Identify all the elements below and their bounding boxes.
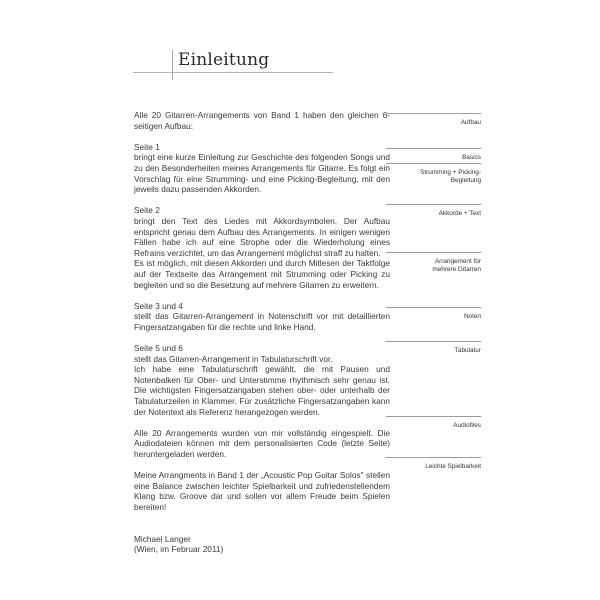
margin-note-label: Begleitung: [450, 177, 481, 184]
paragraph-line: bringt den Text des Liedes mit Akkordsymbolen. Der Aufbau entspricht genau dem Aufbau des Arrangements. In einigen wenigen Fällen habe ich auf eine Strophe oder die Wiederholung eines Refrains verzichtet, um das Arrangement möglichst straff zu halten.: [134, 215, 390, 258]
margin-note-label: Basics: [462, 154, 481, 161]
margin-note-audiofiles: [386, 416, 481, 430]
paragraph-line: Es ist möglich, mit diesen Akkorden und durch Mitlesen der Taktfolge auf der Textseite das Arrangement mit Strumming oder Picking zu begleiten und so die Besetzung auf mehrere Gitarren zu erweitern.: [134, 258, 390, 290]
paragraph-line: Alle 20 Arrangements wurden von mir vollständig eingespielt. Die Audiodateien können mit dem personalisierten Code (letzte Seite) heruntergeladen werden.: [134, 427, 390, 459]
margin-note-label: Audiofiles: [453, 422, 481, 429]
paragraph-audio: [134, 428, 390, 460]
margin-note-label: mehrere Gitarren: [432, 266, 481, 273]
margin-note-label: Noten: [463, 313, 481, 320]
margin-note-akkorde-text: [386, 204, 481, 218]
margin-note-tabulatur: [386, 341, 481, 355]
paragraph-heading: Seite 3 und 4: [134, 300, 183, 311]
paragraph-heading: Seite 2: [134, 205, 160, 216]
paragraph-line: Alle 20 Gitarren-Arrangements von Band 1 haben den gleichen 6-seitigen Aufbau:: [134, 110, 390, 131]
margin-note-basics: [386, 148, 481, 162]
body-text: [134, 110, 390, 565]
paragraph-seite-5-6: [134, 343, 390, 417]
paragraph-line: Ich habe eine Tabulaturschrift gewählt, die mit Pausen und Notenbalken für Ober- und Unterstimme rhythmisch sehr genau ist. Die wichtigsten Fingersatzangaben stehen ober- oder unterhalb der Tabulaturzeilen in Klammer. Für zusätzliche Fingersatzangaben kann der Notentext als Referenz herangezogen werden.: [134, 364, 390, 417]
margin-note-strumming-picking: [386, 163, 481, 185]
title-vertical-rule: [172, 50, 173, 80]
paragraph-line: bringt eine kurze Einleitung zur Geschichte des folgenden Songs und zu den Besonderheiten meines Arrangements für Gitarre. Es folgt ein Vorschlag für eine Strumming- und eine Picking-Begleitung, mit den jeweils dazu passenden Akkorden.: [134, 152, 390, 195]
signature-name: Michael Langer: [134, 533, 191, 544]
paragraph-closing: [134, 470, 390, 512]
paragraph-line: Meine Arrangments in Band 1 der „Acoustic Pop Guitar Solos" stellen eine Balance zwischen leichter Spielbarkeit und zufriedenstellendem Klang bzw. Groove dar und sollen vor allem Freude beim Spielen bereiten!: [134, 470, 390, 512]
title-horizontal-rule: [133, 72, 333, 73]
page-title: Einleitung: [178, 50, 270, 70]
paragraph-heading: Seite 5 und 6: [134, 343, 183, 354]
margin-note-noten: [386, 307, 481, 321]
margin-note-label: Akkorde + Text: [438, 210, 481, 217]
paragraph-intro: [134, 110, 390, 131]
margin-note-leichte-spielbarkeit: [386, 457, 481, 471]
margin-note-label: Tabulatur: [454, 347, 481, 354]
margin-note-label: Aufbau: [460, 119, 481, 126]
margin-note-label: Strumming + Picking-: [420, 169, 481, 176]
paragraph-line: stellt das Gitarren-Arrangement in Tabulaturschrift vor.: [134, 353, 333, 364]
paragraph-seite-3-4: [134, 301, 390, 333]
margin-note-mehrere-gitarren: [386, 252, 481, 274]
signature-place-date: (Wien, im Februar 2011): [134, 544, 224, 555]
margin-note-aufbau: [386, 113, 481, 127]
paragraph-heading: Seite 1: [134, 141, 160, 152]
paragraph-seite-1: [134, 142, 390, 195]
signature: [134, 534, 390, 555]
margin-note-label: Arrangement für: [434, 258, 481, 265]
margin-note-label: Leichte Spielbarkeit: [425, 463, 481, 470]
paragraph-seite-2: [134, 205, 390, 290]
paragraph-line: stellt das Gitarren-Arrangement in Notenschrift vor mit detaillierten Fingersatzangaben für die rechte und linke Hand.: [134, 311, 390, 332]
